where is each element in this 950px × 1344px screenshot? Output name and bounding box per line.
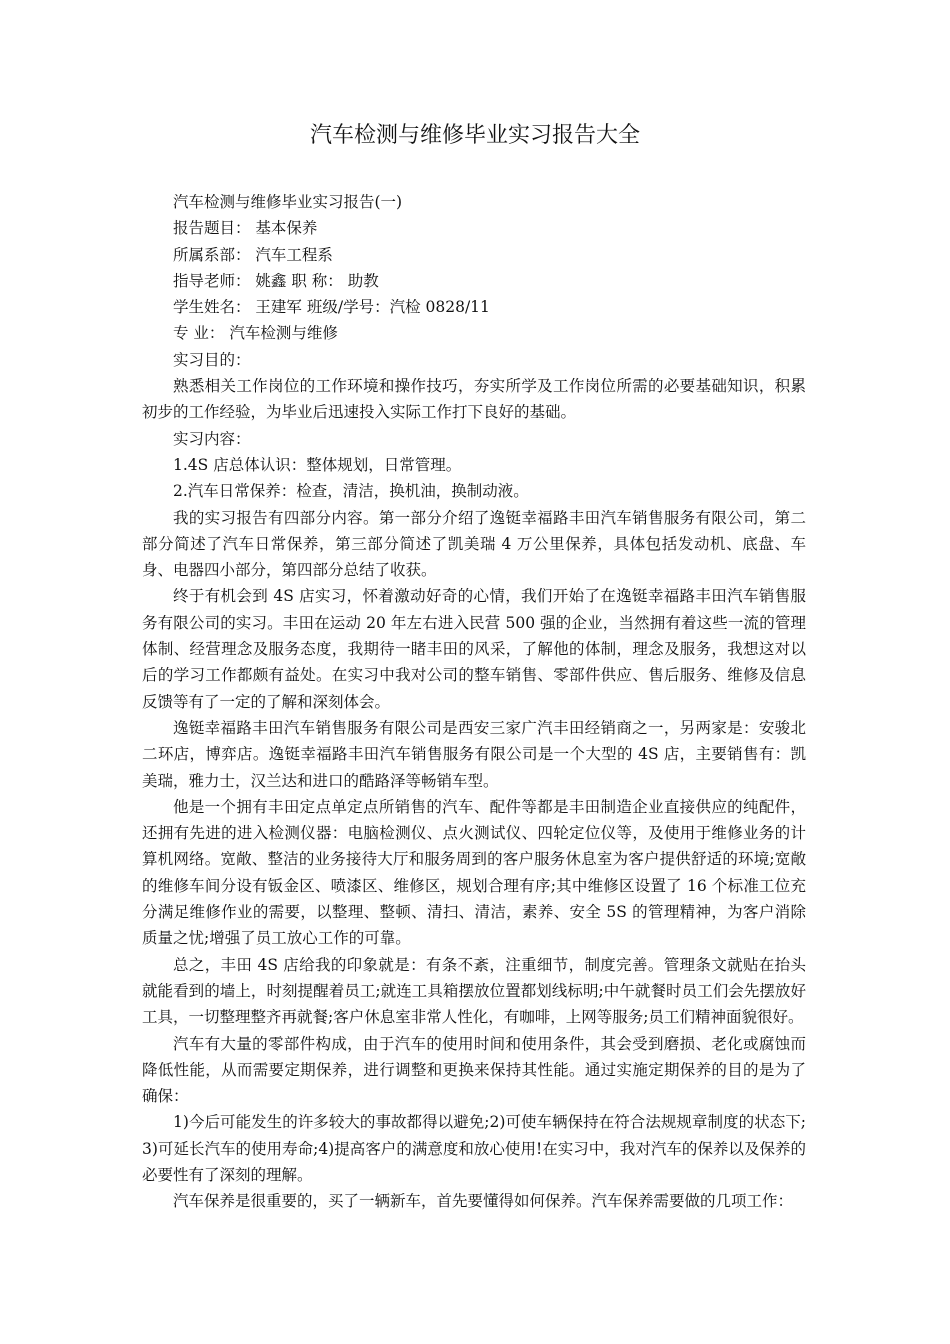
paragraph: 熟悉相关工作岗位的工作环境和操作技巧，夯实所学及工作岗位所需的必要基础知识，积累初步的工作经验，为毕业后迅速投入实际工作打下良好的基础。	[142, 377, 806, 422]
document-body	[142, 189, 806, 1215]
paragraph: 汽车检测与维修毕业实习报告(一)	[173, 193, 403, 211]
paragraph: 汽车保养是很重要的，买了一辆新车，首先要懂得如何保养。汽车保养需要做的几项工作：	[173, 1192, 794, 1211]
paragraph: 指导老师： 姚鑫 职 称： 助教	[173, 271, 379, 290]
paragraph: 1)今后可能发生的许多较大的事故都得以避免;2)可使车辆保持在符合法规规章制度的状态下;3)可延长汽车的使用寿命;4)提高客户的满意度和放心使用!在实习中，我对汽车的保养以及保养的必要性有了深刻的理解。	[142, 1113, 806, 1184]
document-title: 汽车检测与维修毕业实习报告大全	[309, 123, 640, 148]
paragraph: 我的实习报告有四部分内容。第一部分介绍了逸铤幸福路丰田汽车销售服务有限公司，第二部分简述了汽车日常保养，第三部分简述了凯美瑞 4 万公里保养，具体包括发动机、底盘、车身、电器四小部分，第四部分总结了收获。	[142, 508, 806, 580]
paragraph: 实习内容：	[173, 429, 251, 448]
paragraph: 终于有机会到 4S 店实习，怀着激动好奇的心情，我们开始了在逸铤幸福路丰田汽车销售服务有限公司的实习。丰田在运动 20 年左右进入民营 500 强的企业，当然拥有着这些一流的管理体制、经营理念及服务态度，我期待一睹丰田的风采，了解他的体制，理念及服务，我想这对以后的学习工作都颇有益处。在实习中我对公司的整车销售、零部件供应、售后服务、维修及信息反馈等有了一定的了解和深刻体会。	[142, 587, 806, 711]
paragraph: 2.汽车日常保养：检查，清洁，换机油，换制动液。	[173, 482, 529, 501]
paragraph: 专 业： 汽车检测与维修	[173, 324, 338, 343]
paragraph: 汽车有大量的零部件构成，由于汽车的使用时间和使用条件，其会受到磨损、老化或腐蚀而降低性能，从而需要定期保养，进行调整和更换来保持其性能。通过实施定期保养的目的是为了确保：	[142, 1034, 806, 1106]
paragraph: 他是一个拥有丰田定点单定点所销售的汽车、配件等都是丰田制造企业直接供应的纯配件，还拥有先进的进入检测仪器：电脑检测仪、点火测试仪、四轮定位仪等，及使用于维修业务的计算机网络。宽敞、整洁的业务接待大厅和服务周到的客户服务休息室为客户提供舒适的环境;宽敞的维修车间分设有钣金区、喷漆区、维修区，规划合理有序;其中维修区设置了 16 个标准工位充分满足维修作业的需要，以整理、整顿、清扫、清洁，素养、安全 5S 的管理精神，为客户消除质量之忧;增强了员工放心工作的可靠。	[142, 797, 806, 948]
paragraph: 1.4S 店总体认识：整体规划，日常管理。	[173, 455, 462, 474]
paragraph: 实习目的：	[173, 350, 251, 369]
paragraph: 总之，丰田 4S 店给我的印象就是：有条不紊，注重细节，制度完善。管理条文就贴在抬头就能看到的墙上，时刻提醒着员工;就连工具箱摆放位置都划线标明;中午就餐时员工们会先摆放好工具，一切整理整齐再就餐;客户休息室非常人性化，有咖啡，上网等服务;员工们精神面貌很好。	[142, 955, 806, 1027]
paragraph: 所属系部： 汽车工程系	[173, 245, 333, 264]
paragraph: 报告题目： 基本保养	[173, 219, 318, 238]
paragraph: 学生姓名： 王建军 班级/学号：汽检 0828/11	[173, 298, 490, 317]
paragraph: 逸铤幸福路丰田汽车销售服务有限公司是西安三家广汽丰田经销商之一，另两家是：安骏北二环店，博弈店。逸铤幸福路丰田汽车销售服务有限公司是一个大型的 4S 店，主要销售有：凯美瑞，雅力士，汉兰达和进口的酷路泽等畅销车型。	[142, 718, 806, 790]
